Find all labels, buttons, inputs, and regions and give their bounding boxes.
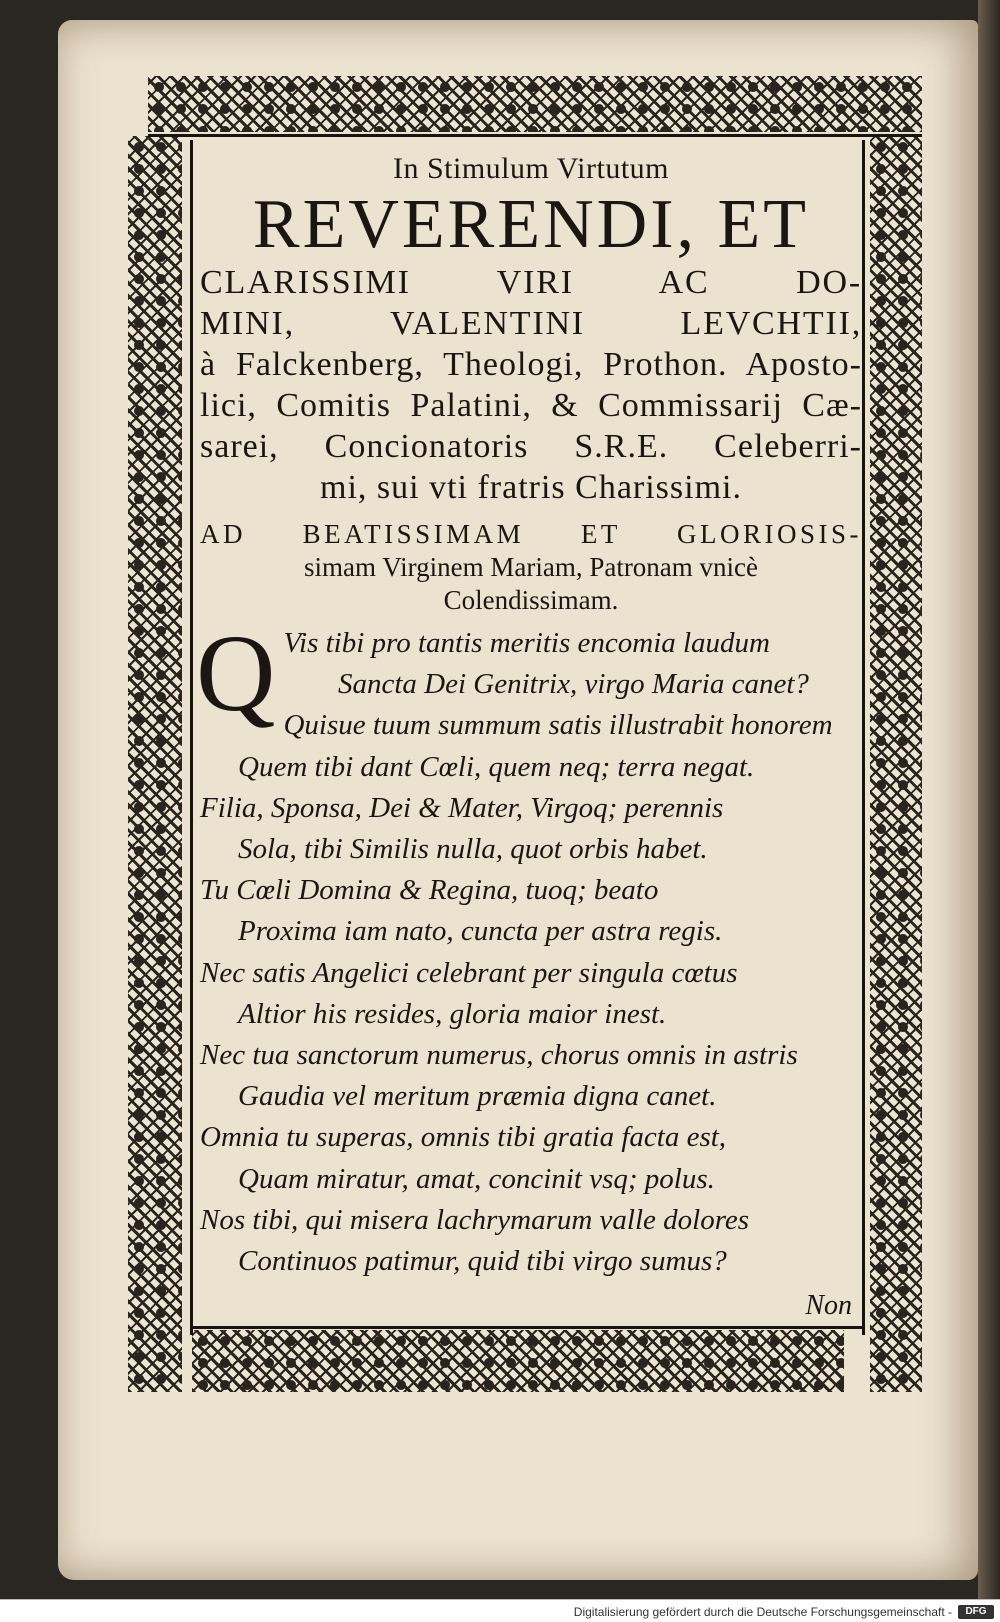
frame-rule-left	[190, 140, 193, 1335]
poem-line: Quem tibi dant Cœli, quem neq; terra negat.	[238, 750, 755, 783]
dedication-line: à Falckenberg, Theologi, Prothon. Aposto-	[200, 346, 862, 383]
book-edge	[978, 0, 1000, 1622]
poem-line: Nec tua sanctorum numerus, chorus omnis in astris	[200, 1039, 798, 1072]
frame-rule-top	[148, 134, 922, 137]
dedication	[200, 262, 862, 508]
dedication-line: mi, sui vti fratris Charissimi.	[320, 469, 742, 506]
heading-line: Colendissimam.	[443, 585, 619, 615]
frame-rule-right	[862, 140, 865, 1335]
footer-credit: Digitalisierung gefördert durch die Deutsche Forschungsgemeinschaft -	[573, 1605, 952, 1619]
poem-line: Sola, tibi Similis nulla, quot orbis habet.	[238, 833, 708, 866]
poem-line: Nec satis Angelici celebrant per singula cœtus	[200, 956, 738, 989]
poem-line: Vis tibi pro tantis meritis encomia laudum	[283, 627, 770, 659]
ornament-top-border	[148, 76, 922, 132]
catchword: Non	[805, 1290, 852, 1322]
ornament-right-border	[870, 136, 922, 1392]
poem-line: Omnia tu superas, omnis tibi gratia facta est,	[200, 1121, 727, 1154]
footer-bar	[0, 1599, 1000, 1622]
poem	[196, 612, 862, 1282]
dedication-line: lici, Comitis Palatini, & Commissarij Cæ-	[200, 387, 862, 424]
page-text	[196, 140, 862, 1322]
page-title: REVERENDI, ET	[252, 186, 810, 263]
poem-line: Quisue tuum summum satis illustrabit honorem	[283, 709, 833, 742]
drop-cap: Q	[196, 612, 276, 734]
ornament-left-border	[128, 136, 182, 1392]
intro-line: In Stimulum Virtutum	[392, 152, 669, 185]
heading-line: AD BEATISSIMAM ET GLORIOSIS-	[200, 519, 862, 549]
poem-line: Quam miratur, amat, concinit vsq; polus.	[238, 1162, 715, 1195]
dedication-line: MINI, VALENTINI LEVCHTII,	[200, 305, 862, 342]
poem-line: Filia, Sponsa, Dei & Mater, Virgoq; perennis	[200, 791, 724, 824]
dedication-line: CLARISSIMI VIRI AC DO-	[200, 264, 862, 301]
frame-rule-bottom	[190, 1326, 865, 1329]
ornament-bottom-border	[192, 1330, 844, 1392]
dedication-line: sarei, Concionatoris S.R.E. Celeberri-	[200, 428, 862, 465]
poem-line: Nos tibi, qui misera lachrymarum valle dolores	[200, 1203, 750, 1236]
poem-line: Proxima iam nato, cuncta per astra regis.	[238, 915, 723, 948]
dfg-logo[interactable]: DFG	[958, 1605, 994, 1619]
poem-line: Continuos patimur, quid tibi virgo sumus?	[238, 1245, 727, 1278]
poem-line: Sancta Dei Genitrix, virgo Maria canet?	[338, 668, 809, 701]
dedication-heading	[200, 518, 862, 617]
poem-line: Altior his resides, gloria maior inest.	[238, 997, 667, 1030]
poem-line: Tu Cœli Domina & Regina, tuoq; beato	[200, 874, 659, 907]
heading-line: simam Virginem Mariam, Patronam vnicè	[303, 552, 759, 582]
poem-line: Gaudia vel meritum præmia digna canet.	[238, 1080, 717, 1113]
